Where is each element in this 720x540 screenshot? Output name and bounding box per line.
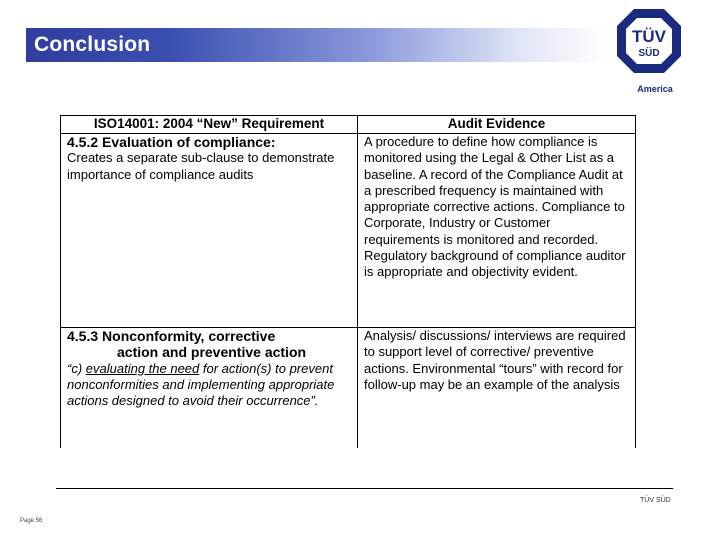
footer-divider	[56, 488, 673, 489]
logo-text: TÜV	[632, 27, 666, 46]
requirement-body-prefix: “c)	[67, 360, 86, 376]
table-row	[61, 134, 636, 328]
requirements-table	[60, 115, 636, 448]
page-title: Conclusion	[34, 33, 151, 56]
column-header-requirement: ISO14001: 2004 “New” Requirement	[61, 116, 358, 134]
evidence-cell: A procedure to define how compliance is monitored using the Legal & Other List as a baseline. A record of the Compliance Audit at a prescribed frequency is maintained with appropriate corrective actions. Compliance to Corporate, Industry or Customer requirements is monitored and recorded. Regulatory background of compliance auditor is appropriate and objectivity evident.	[358, 134, 636, 328]
requirement-title: 4.5.2 Evaluation of compliance:	[67, 134, 276, 150]
evidence-cell: Analysis/ discussions/ interviews are required to support level of corrective/ preventive actions. Environmental “tours” with record for follow-up may be an example of the analysis	[358, 328, 636, 449]
column-header-evidence: Audit Evidence	[358, 116, 636, 134]
requirement-title: 4.5.3 Nonconformity, corrective	[67, 328, 276, 344]
footer-company: TÜV SÜD	[640, 497, 671, 504]
table-row	[61, 328, 636, 449]
logo-subtext: SÜD	[638, 48, 660, 59]
logo-caption: America	[637, 84, 673, 94]
requirement-body: Creates a separate sub-clause to demonstrate importance of compliance audits	[67, 150, 335, 182]
requirement-body-suffix: for action(s) to prevent nonconformities and implementing appropriate actions designed to avoid their occurrence”.	[67, 360, 335, 409]
tuv-octagon-icon	[614, 6, 684, 86]
table-header-row	[61, 116, 636, 134]
requirement-body	[67, 361, 351, 410]
page-number: Page 56	[20, 518, 43, 524]
requirement-title-continued: action and preventive action	[117, 344, 307, 361]
requirement-cell	[61, 134, 358, 328]
requirement-body-underlined: evaluating the need	[85, 360, 200, 376]
header-bar	[26, 28, 604, 62]
tuv-sud-logo	[614, 6, 684, 96]
requirement-cell	[61, 328, 358, 449]
